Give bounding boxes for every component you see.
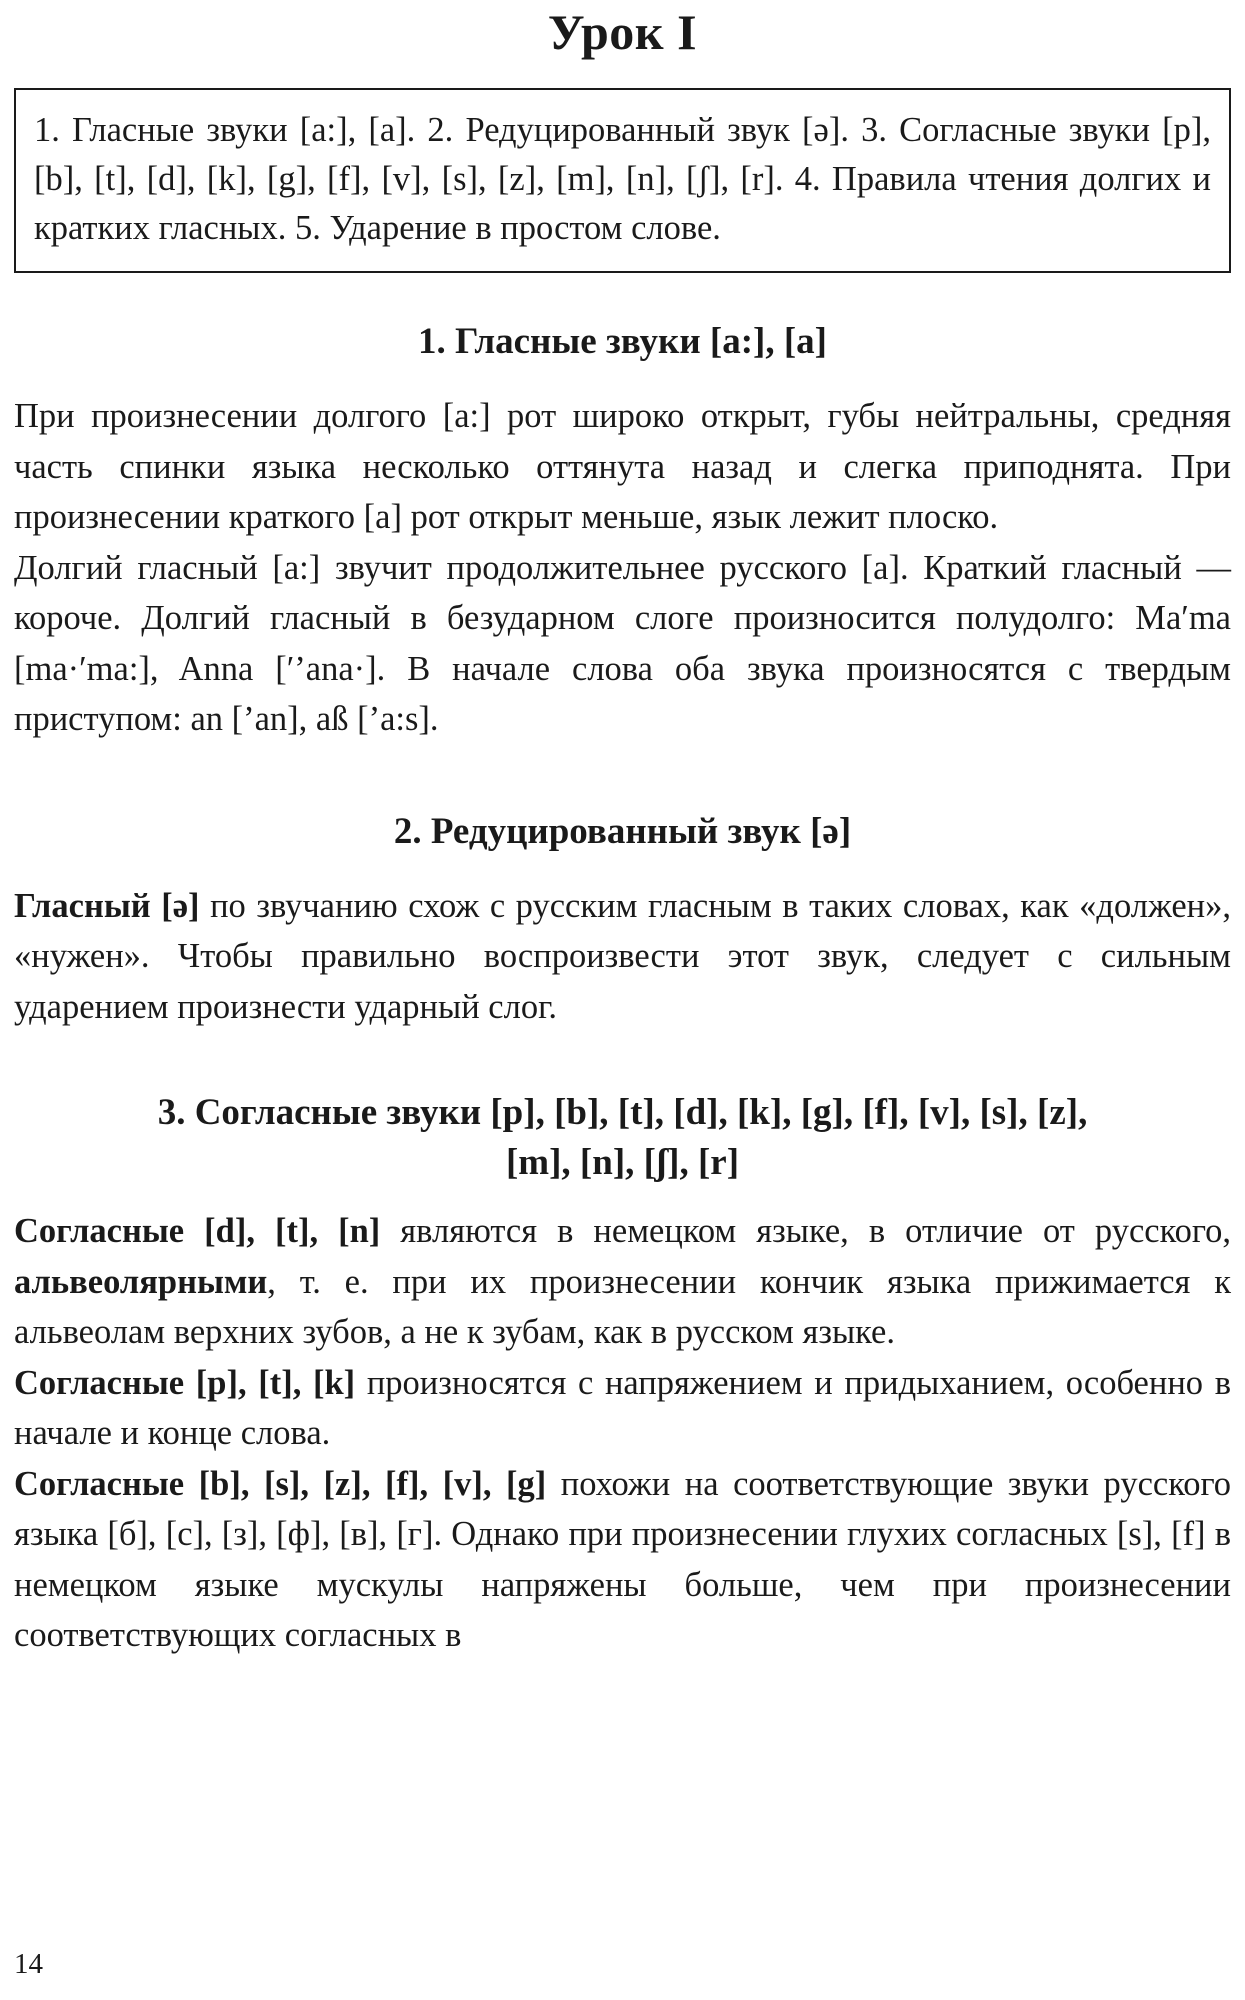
section-1-paragraph-1: При произнесении долгого [a:] рот широко открыт, губы нейтральны, средняя часть спинки языка несколько оттянута назад и слегка приподнята. При произнесении краткого [a] рот открыт меньше, язык лежит плоско. [14, 397, 1231, 536]
section-3-paragraph-1 [14, 1206, 1231, 1358]
section-3-heading-line-1: 3. Согласные звуки [p], [b], [t], [d], [k], [g], [f], [v], [s], [z], [157, 1092, 1088, 1133]
section-3-heading-line-2: [m], [n], [ʃ], [r] [505, 1142, 740, 1183]
section-2-heading: 2. Редуцированный звук [ə] [393, 810, 852, 852]
section-3-p3-text: похожи на соответствующие звуки русского языка [б], [с], [з], [ф], [в], [г]. Однако при произнесении глухих согласных [s], [f] в немецком языке мускулы напряжены больше, чем при произнесении соответствующих согласных в [14, 1464, 1232, 1654]
page-number: 14 [14, 1948, 43, 1980]
section-1-paragraph-2: Долгий гласный [a:] звучит продолжительнее русского [а]. Краткий гласный — короче. Долгий гласный в безударном слоге произносится полудолго: Ma′ma [ma·′ma:], Anna [′’ana·]. В начале слова оба звука произносятся с твердым приступом: an [’an], aß [’a:s]. [14, 548, 1231, 738]
section-1-body [14, 391, 1231, 745]
section-2-paragraph [14, 881, 1231, 1033]
section-1-heading: 1. Гласные звуки [a:], [a] [417, 321, 827, 362]
lesson-summary-text: 1. Гласные звуки [a:], [a]. 2. Редуцированный звук [ə]. 3. Согласные звуки [p], [b], [t], [d], [k], [g], [f], [v], [s], [z], [m], [n], [ʃ], [r]. 4. Правила чтения долгих и кратких гласных. 5. Ударение в простом слове. [34, 111, 1211, 247]
section-2-lead: Гласный [ə] [14, 886, 200, 925]
page [14, 0, 1231, 1661]
section-3-p1-text-b: , т. е. при их произнесении кончик языка прижимается к альвеолам верхних зубов, а не к зубам, как в русском языке. [14, 1262, 1231, 1351]
section-3-p2-lead: Согласные [p], [t], [k] [14, 1363, 356, 1402]
section-3-body [14, 1206, 1231, 1661]
section-3-p1-bold: альвеолярными [14, 1262, 268, 1301]
page-title: Урок I [547, 4, 698, 60]
section-3-p2-text: произносятся с напряжением и придыханием, особенно в начале и конце слова. [14, 1363, 1232, 1452]
section-2-body [14, 881, 1231, 1033]
section-3-p1-lead: Согласные [d], [t], [n] [14, 1212, 381, 1250]
section-3-p3-lead: Согласные [b], [s], [z], [f], [v], [g] [14, 1464, 547, 1503]
section-3-p1-text-a: являются в немецком языке, в отличие от русского, [380, 1212, 1231, 1250]
section-3-paragraph-2 [14, 1358, 1231, 1459]
section-3-paragraph-3 [14, 1459, 1231, 1661]
lesson-summary-box [14, 88, 1231, 273]
section-3-heading [14, 1088, 1231, 1188]
section-2-text: по звучанию схож с русским гласным в таких словах, как «должен», «нужен». Чтобы правильно воспроизвести этот звук, следует с сильным ударением произнести ударный слог. [14, 886, 1231, 1026]
